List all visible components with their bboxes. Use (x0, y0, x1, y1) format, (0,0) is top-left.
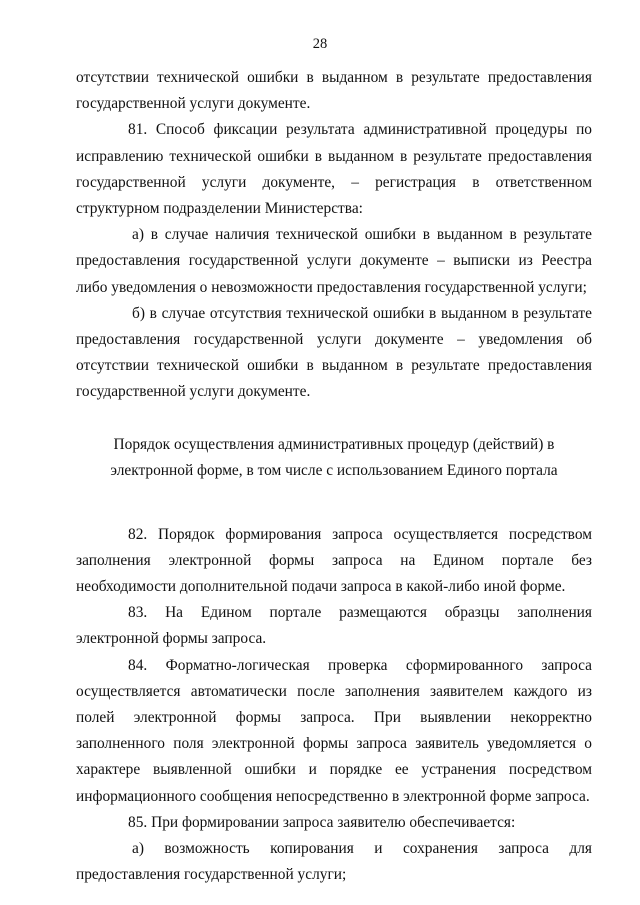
paragraph-81: 81. Способ фиксации результата административной процедуры по исправлению технической ошибки в выданном в результате предоставления государственной услуги документе, – регистрация в ответственном структурном подразделении Министерства: (76, 121, 592, 218)
paragraph-81-a: а) в случае наличия технической ошибки в выданном в результате предоставления государственной услуги документе – выписки из Реестра либо уведомления о невозможности предоставления государственной услуги; (76, 226, 592, 296)
page-number: 28 (312, 36, 328, 52)
paragraph-81-b: б) в случае отсутствия технической ошибки в выданном в результате предоставления государственной услуги документе – уведомления об отсутствии технической ошибки в выданном в результате предоставления государственной услуги документе. (76, 304, 592, 401)
section-heading: Порядок осуществления административных процедур (действий) в электронной форме, в том числе с использованием Единого портала (110, 435, 558, 479)
paragraph-84: 84. Форматно-логическая проверка сформированного запроса осуществляется автоматически после заполнения заявителем каждого из полей электронной формы запроса. При выявлении некорректно заполненного поля электронной формы запроса заявитель уведомляется о характере выявленной ошибки и порядке ее устранения посредством информационного сообщения непосредственно в электронной форме запроса. (76, 656, 592, 805)
paragraph-85: 85. При формировании запроса заявителю обеспечивается: (128, 813, 516, 831)
paragraph-continuation: отсутствии технической ошибки в выданном в результате предоставления государственной услуги документе. (76, 69, 592, 113)
paragraph-83: 83. На Едином портале размещаются образцы заполнения электронной формы запроса. (76, 604, 592, 648)
document-body (76, 65, 592, 888)
paragraph-82: 82. Порядок формирования запроса осуществляется посредством заполнения электронной формы запроса на Едином портале без необходимости дополнительной подачи запроса в какой-либо иной форме. (76, 525, 592, 596)
paragraph-85-a: а) возможность копирования и сохранения запроса для предоставления государственной услуги; (76, 840, 592, 884)
